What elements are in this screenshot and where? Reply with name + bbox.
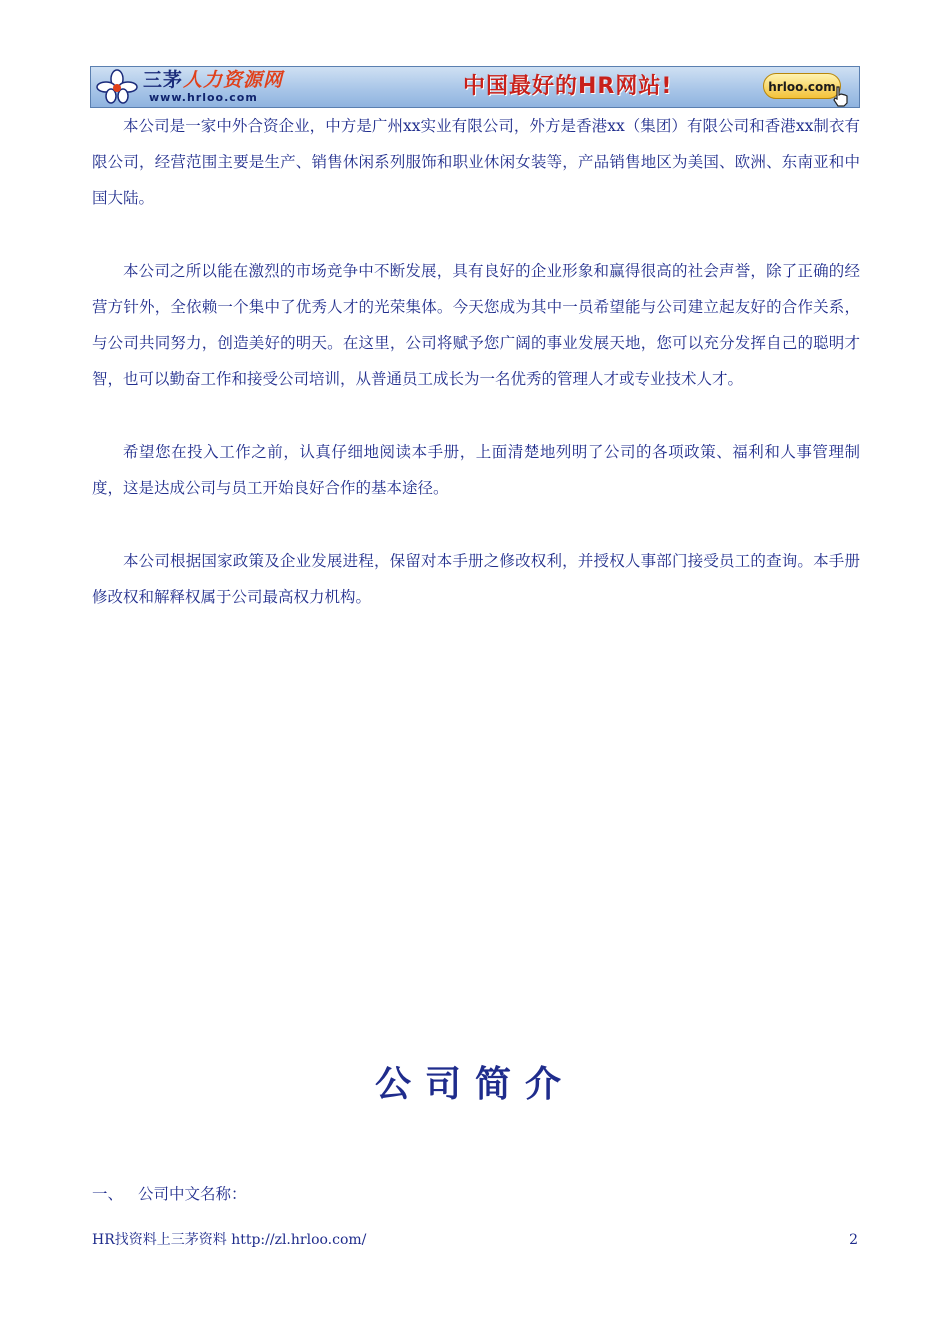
brand-name-part2: 人力资源网 <box>183 69 284 91</box>
section-title: 公司简介 <box>374 1063 575 1105</box>
footer-text: HR找资料上三茅资料 http://zl.hrloo.com/ <box>92 1232 367 1248</box>
flower-logo-icon <box>95 69 139 107</box>
list-item-number: 一、 <box>92 1185 124 1203</box>
page-number: 2 <box>849 1232 858 1248</box>
banner-slogan: 中国最好的HR网站! <box>463 74 673 99</box>
list-item-text: 公司中文名称： <box>138 1185 247 1203</box>
hand-cursor-icon <box>831 85 851 107</box>
brand-name-part1: 三茅 <box>143 69 184 91</box>
intro-paragraph-1: 本公司是一家中外合资企业，中方是广州xx实业有限公司，外方是香港xx（集团）有限公司和香港xx制衣有限公司，经营范围主要是生产、销售休闲系列服饰和职业休闲女装等，产品销售地区为美国、欧洲、东南亚和中国大陆。 <box>92 117 860 207</box>
intro-paragraph-3: 希望您在投入工作之前，认真仔细地阅读本手册，上面清楚地列明了公司的各项政策、福利和人事管理制度，这是达成公司与员工开始良好合作的基本途径。 <box>92 443 860 497</box>
list-item <box>92 1180 247 1208</box>
brand-name <box>143 69 283 91</box>
site-badge[interactable]: hrloo.com <box>763 73 841 99</box>
intro-content <box>92 108 860 652</box>
brand-url[interactable]: www.hrloo.com <box>149 91 258 104</box>
intro-paragraph-2: 本公司之所以能在激烈的市场竞争中不断发展，具有良好的企业形象和赢得很高的社会声誉，除了正确的经营方针外，全依赖一个集中了优秀人才的光荣集体。今天您成为其中一员希望能与公司建立起友好的合作关系，与公司共同努力，创造美好的明天。在这里，公司将赋予您广阔的事业发展天地，您可以充分发挥自己的聪明才智，也可以勤奋工作和接受公司培训，从普通员工成长为一名优秀的管理人才或专业技术人才。 <box>92 262 860 388</box>
intro-paragraph-4: 本公司根据国家政策及企业发展进程，保留对本手册之修改权利，并授权人事部门接受员工的查询。本手册修改权和解释权属于公司最高权力机构。 <box>92 552 860 606</box>
header-banner <box>90 66 860 108</box>
